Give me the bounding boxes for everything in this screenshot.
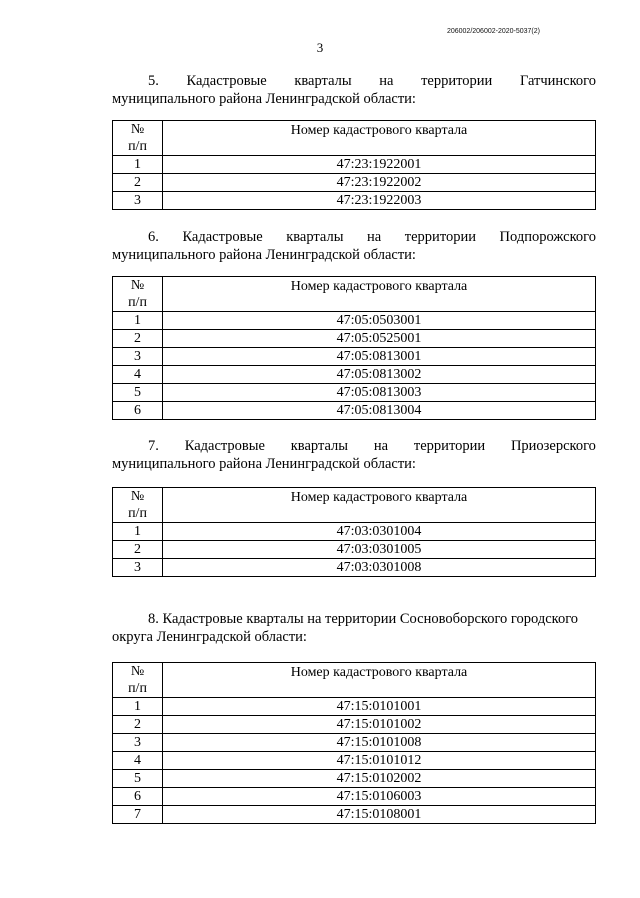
table-row: [113, 192, 596, 210]
table-row: [113, 541, 596, 559]
row-code: 47:03:0301008: [163, 559, 596, 577]
table-row: [113, 384, 596, 402]
table-row: [113, 174, 596, 192]
row-number: 6: [113, 402, 163, 420]
row-number: 6: [113, 788, 163, 806]
row-number: 1: [113, 312, 163, 330]
row-number: 5: [113, 384, 163, 402]
heading-line-1: 8. Кадастровые кварталы на территории Сосновоборского городского: [148, 611, 579, 627]
table-row: [113, 752, 596, 770]
table-row: [113, 716, 596, 734]
row-number: 3: [113, 348, 163, 366]
row-number: 2: [113, 330, 163, 348]
table-row: [113, 348, 596, 366]
row-code: 47:05:0813002: [163, 366, 596, 384]
row-number: 3: [113, 559, 163, 577]
heading-line-2: муниципального района Ленинградской области:: [112, 247, 416, 263]
heading-word: на: [373, 438, 389, 454]
heading-line-2: муниципального района Ленинградской области:: [112, 91, 416, 107]
page-number: 3: [316, 40, 324, 55]
row-code: 47:03:0301005: [163, 541, 596, 559]
row-code: 47:15:0106003: [163, 788, 596, 806]
heading-word: Кадастровые: [186, 73, 267, 89]
heading-word: территории: [421, 73, 493, 89]
heading-line-1: [112, 72, 596, 90]
column-header-code: Номер кадастрового квартала: [163, 488, 596, 523]
row-number: 4: [113, 752, 163, 770]
table-row: [113, 788, 596, 806]
heading-word: Гатчинского: [519, 73, 596, 89]
heading-word: на: [379, 73, 394, 89]
heading-word: территории: [413, 438, 486, 454]
section-heading: [112, 72, 596, 108]
table-row: [113, 559, 596, 577]
row-number: 1: [113, 698, 163, 716]
column-header-number: № п/п: [113, 121, 163, 156]
row-number: 2: [113, 174, 163, 192]
heading-line-2: муниципального района Ленинградской области:: [112, 456, 416, 472]
document-code: 206002/206002-2020-5037(2): [446, 28, 540, 35]
cadastral-table: [112, 662, 596, 824]
section-7: [112, 437, 596, 577]
section-8: [112, 610, 596, 824]
row-number: 3: [113, 734, 163, 752]
column-header-number: № п/п: [113, 277, 163, 312]
heading-word: 6.: [148, 229, 159, 245]
row-code: 47:15:0102002: [163, 770, 596, 788]
table-row: [113, 312, 596, 330]
section-6: [112, 228, 596, 420]
heading-word: 7.: [148, 438, 159, 454]
table-header-row: [113, 663, 596, 698]
heading-word: территории: [404, 229, 476, 245]
heading-word: кварталы: [286, 229, 344, 245]
row-code: 47:15:0101002: [163, 716, 596, 734]
row-code: 47:05:0813001: [163, 348, 596, 366]
heading-word: Подпорожского: [499, 229, 596, 245]
row-code: 47:23:1922001: [163, 156, 596, 174]
row-code: 47:23:1922002: [163, 174, 596, 192]
table-row: [113, 698, 596, 716]
section-heading: [112, 228, 596, 264]
heading-word: на: [367, 229, 382, 245]
heading-word: Приозерского: [510, 438, 596, 454]
column-header-code: Номер кадастрового квартала: [163, 121, 596, 156]
heading-word: Кадастровые: [184, 438, 265, 454]
table-row: [113, 156, 596, 174]
table-row: [113, 770, 596, 788]
column-header-number: № п/п: [113, 488, 163, 523]
table-header-row: [113, 277, 596, 312]
row-code: 47:15:0101008: [163, 734, 596, 752]
table-header-row: [113, 121, 596, 156]
table-header-row: [113, 488, 596, 523]
row-number: 2: [113, 716, 163, 734]
column-header-code: Номер кадастрового квартала: [163, 277, 596, 312]
cadastral-table: [112, 276, 596, 420]
row-code: 47:15:0101012: [163, 752, 596, 770]
cadastral-table: [112, 120, 596, 210]
row-code: 47:05:0813004: [163, 402, 596, 420]
row-number: 5: [113, 770, 163, 788]
heading-line-1: [112, 437, 596, 455]
row-code: 47:15:0108001: [163, 806, 596, 824]
heading-word: кварталы: [294, 73, 352, 89]
column-header-code: Номер кадастрового квартала: [163, 663, 596, 698]
row-number: 4: [113, 366, 163, 384]
table-row: [113, 806, 596, 824]
row-code: 47:05:0813003: [163, 384, 596, 402]
heading-line-2: округа Ленинградской области:: [112, 629, 307, 645]
table-row: [113, 734, 596, 752]
heading-word: 5.: [148, 73, 159, 89]
heading-word: кварталы: [290, 438, 349, 454]
row-code: 47:05:0503001: [163, 312, 596, 330]
row-number: 1: [113, 523, 163, 541]
row-code: 47:05:0525001: [163, 330, 596, 348]
table-row: [113, 402, 596, 420]
row-number: 2: [113, 541, 163, 559]
cadastral-table: [112, 487, 596, 577]
heading-line-1: [112, 228, 596, 246]
column-header-number: № п/п: [113, 663, 163, 698]
row-number: 1: [113, 156, 163, 174]
heading-word: Кадастровые: [182, 229, 263, 245]
table-row: [113, 523, 596, 541]
section-heading: [112, 437, 596, 473]
row-code: 47:23:1922003: [163, 192, 596, 210]
row-number: 7: [113, 806, 163, 824]
row-number: 3: [113, 192, 163, 210]
section-heading: [112, 610, 596, 646]
table-row: [113, 330, 596, 348]
section-5: [112, 72, 596, 210]
row-code: 47:03:0301004: [163, 523, 596, 541]
table-row: [113, 366, 596, 384]
row-code: 47:15:0101001: [163, 698, 596, 716]
